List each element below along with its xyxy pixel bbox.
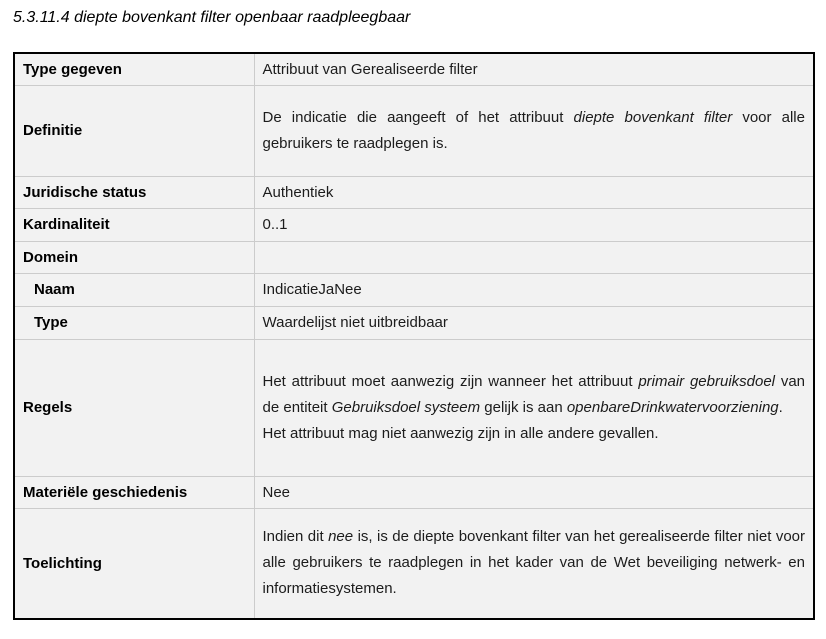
- definitie-seg1: De indicatie die aangeeft of het attribuut: [262, 108, 574, 126]
- definitie-seg2-italic: diepte bovenkant filter: [573, 108, 733, 126]
- row-label-materiele-geschiedenis: Materiële geschiedenis: [14, 476, 254, 508]
- regels-seg6-italic: openbareDrinkwatervoorziening: [566, 398, 779, 416]
- toelichting-seg3: is, is de diepte bovenkant filter van het gerealiseerde filter niet voor alle gebruikers te raadplegen in het kader van de Wet beveiliging netwerk- en informatiesystemen.: [262, 528, 805, 598]
- regels-text: [263, 369, 806, 447]
- regels-seg7: .: [778, 398, 783, 416]
- regels-seg4-italic: Gebruiksdoel systeem: [331, 398, 481, 416]
- row-label-type-gegeven: Type gegeven: [14, 53, 254, 85]
- table-row-domein: [14, 241, 814, 273]
- row-value-domein: [254, 241, 814, 273]
- row-label-naam: Naam: [14, 273, 254, 306]
- table-row-toelichting: [14, 508, 814, 619]
- regels-seg5: gelijk is aan: [480, 398, 567, 416]
- table-row-definitie: [14, 85, 814, 176]
- row-value-kardinaliteit: 0..1: [254, 208, 814, 241]
- row-value-toelichting: [254, 508, 814, 619]
- regels-seg1: Het attribuut moet aanwezig zijn wanneer het attribuut: [262, 372, 639, 390]
- table-row-naam: [14, 273, 814, 306]
- row-label-juridische-status: Juridische status: [14, 176, 254, 208]
- row-value-naam: IndicatieJaNee: [254, 273, 814, 306]
- row-value-definitie: [254, 85, 814, 176]
- row-value-type: Waardelijst niet uitbreidbaar: [254, 306, 814, 339]
- definitie-text: [263, 105, 806, 157]
- attribute-definition-table: [13, 52, 815, 620]
- row-value-regels: [254, 339, 814, 476]
- row-value-type-gegeven: Attribuut van Gerealiseerde filter: [254, 53, 814, 85]
- table-row-kardinaliteit: [14, 208, 814, 241]
- table-row-type: [14, 306, 814, 339]
- regels-seg2-italic: primair gebruiksdoel: [638, 372, 776, 390]
- row-label-kardinaliteit: Kardinaliteit: [14, 208, 254, 241]
- row-label-type: Type: [14, 306, 254, 339]
- row-label-domein: Domein: [14, 241, 254, 273]
- toelichting-seg1: Indien dit: [262, 528, 329, 546]
- row-value-juridische-status: Authentiek: [254, 176, 814, 208]
- toelichting-text: [263, 524, 806, 602]
- section-title: 5.3.11.4 diepte bovenkant filter openbaar raadpleegbaar: [13, 9, 411, 26]
- table-row-type-gegeven: [14, 53, 814, 85]
- table-row-regels: [14, 339, 814, 476]
- definitie-seg3: voor alle gebruikers te raadplegen is.: [262, 108, 805, 152]
- regels-line2: Het attribuut mag niet aanwezig zijn in alle andere gevallen.: [262, 424, 659, 442]
- table-row-materiele-geschiedenis: [14, 476, 814, 508]
- regels-seg3: van de entiteit: [262, 372, 806, 416]
- row-label-regels: Regels: [14, 339, 254, 476]
- row-value-materiele-geschiedenis: Nee: [254, 476, 814, 508]
- row-label-toelichting: Toelichting: [14, 508, 254, 619]
- row-label-definitie: Definitie: [14, 85, 254, 176]
- toelichting-seg2-italic: nee: [328, 528, 354, 546]
- table-row-juridische-status: [14, 176, 814, 208]
